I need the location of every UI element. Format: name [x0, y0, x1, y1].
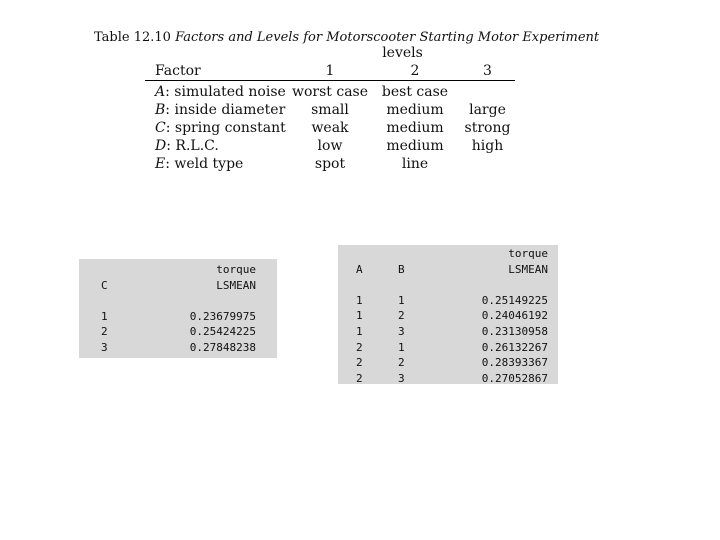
lsmean-cell: 0.23679975 — [189, 309, 256, 323]
header-row — [101, 262, 256, 278]
a-cell: 1 — [356, 324, 363, 338]
level-1-cell: low — [317, 138, 343, 154]
table-row — [356, 308, 548, 324]
level-2-cell: medium — [386, 120, 444, 136]
b-cell: 2 — [398, 309, 405, 323]
a-cell: 1 — [356, 293, 363, 307]
factor-cell — [145, 119, 290, 137]
factor-letter: B — [155, 102, 166, 118]
c-cell: 2 — [101, 325, 108, 339]
factor-name: : spring constant — [165, 120, 286, 136]
factor-cell — [145, 81, 290, 102]
lsmean-cell: 0.27848238 — [189, 340, 256, 354]
factor-cell — [145, 137, 290, 155]
lsmeans-c-panel — [79, 259, 277, 358]
level-3-header: 3 — [460, 62, 515, 81]
lsmeans-ab-table — [356, 246, 548, 386]
factor-header: Factor — [145, 62, 290, 81]
table-row — [145, 101, 515, 119]
level-3-cell — [460, 81, 515, 102]
lsmean-header: LSMEAN — [216, 278, 256, 292]
torque-header: torque — [508, 247, 548, 260]
c-cell: 3 — [101, 340, 108, 354]
b-cell: 3 — [398, 371, 405, 385]
level-1-cell: worst case — [291, 84, 369, 100]
table-title: Factors and Levels for Motorscooter Starting Motor Experiment — [175, 30, 600, 45]
a-header: A — [356, 262, 363, 276]
table-number: Table 12.10 — [94, 30, 171, 45]
a-cell: 2 — [356, 356, 363, 370]
factor-cell — [145, 101, 290, 119]
lsmean-cell: 0.23130958 — [481, 324, 548, 338]
header-row — [356, 246, 548, 262]
factor-name: : inside diameter — [165, 102, 286, 118]
level-1-cell: spot — [314, 156, 346, 172]
a-cell: 2 — [356, 340, 363, 354]
b-cell: 1 — [398, 340, 405, 354]
level-3-cell — [460, 155, 515, 173]
lsmean-cell: 0.25424225 — [189, 325, 256, 339]
level-1-header: 1 — [290, 62, 370, 81]
table-row — [356, 324, 548, 340]
factor-cell — [145, 155, 290, 173]
header-row — [101, 278, 256, 294]
table-row — [101, 309, 256, 325]
factor-letter: D — [155, 138, 167, 154]
table-row — [145, 81, 515, 102]
level-1-cell: small — [311, 102, 349, 118]
levels-header-row — [145, 44, 515, 62]
factor-name: : weld type — [165, 156, 244, 172]
level-2-cell: line — [401, 156, 429, 172]
level-3-cell: strong — [464, 120, 511, 136]
factor-name: : R.L.C. — [166, 138, 219, 154]
lsmeans-ab-panel — [338, 245, 558, 384]
torque-header: torque — [216, 263, 256, 276]
level-3-cell: large — [469, 102, 506, 118]
lsmean-header: LSMEAN — [508, 262, 548, 276]
header-row — [356, 262, 548, 278]
table-row — [101, 340, 256, 356]
b-cell: 2 — [398, 356, 405, 370]
table-row — [145, 119, 515, 137]
b-header: B — [398, 262, 405, 276]
b-cell: 1 — [398, 293, 405, 307]
factor-letter: A — [155, 84, 166, 100]
table-row — [356, 371, 548, 387]
lsmean-cell: 0.28393367 — [481, 356, 548, 370]
b-cell: 3 — [398, 324, 405, 338]
level-3-cell: high — [471, 138, 504, 154]
level-2-header: 2 — [370, 62, 460, 81]
a-cell: 1 — [356, 309, 363, 323]
c-cell: 1 — [101, 309, 108, 323]
table-row — [356, 355, 548, 371]
level-2-cell: medium — [386, 102, 444, 118]
factor-name: : simulated noise — [165, 84, 286, 100]
c-header: C — [101, 278, 108, 292]
levels-header: levels — [382, 45, 423, 61]
level-1-cell: weak — [311, 120, 349, 136]
lsmeans-c-table — [101, 262, 256, 356]
column-header-row — [145, 62, 515, 81]
lsmean-cell: 0.27052867 — [481, 371, 548, 385]
table-row — [356, 293, 548, 309]
table-row — [101, 324, 256, 340]
table-row — [145, 155, 515, 173]
lsmean-cell: 0.26132267 — [481, 340, 548, 354]
table-caption — [94, 30, 599, 45]
level-2-cell: best case — [381, 84, 449, 100]
factor-letter: C — [155, 120, 166, 136]
level-2-cell: medium — [386, 138, 444, 154]
factor-levels-table — [145, 44, 515, 173]
a-cell: 2 — [356, 371, 363, 385]
lsmean-cell: 0.25149225 — [481, 293, 548, 307]
lsmean-cell: 0.24046192 — [481, 309, 548, 323]
table-row — [145, 137, 515, 155]
table-row — [356, 340, 548, 356]
factor-letter: E — [155, 156, 166, 172]
